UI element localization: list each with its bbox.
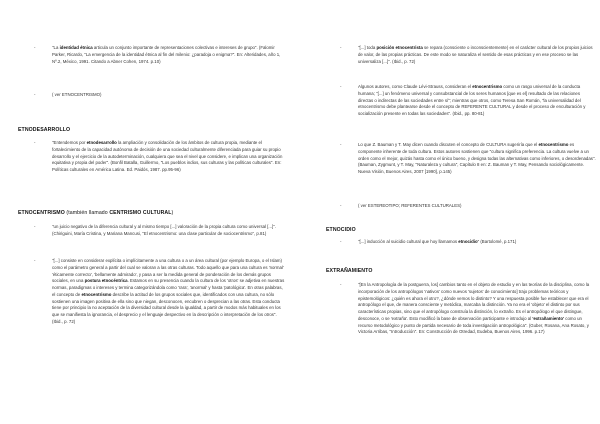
entry-etnodesarrollo: - "Entendemos por etnodesarrollo la ampliación y consolidación de los ámbitos de cultura propia, mediante el fortalecimiento de la capacidad autónoma de decisión de una sociedad culturalmente diferenciada para guiar su propio desarrollo y el ejercicio de la autodeterminación, cualquiera que sea el nivel que considere, e implican una organización equitativa y propia del poder". (Bonfil Batalla, Guillermo, "Los pueblos indios, sus culturas y las políticas culturales". En: Políticas culturales en América Latina. Ed. Paidós, 1987. pp.95-96) (34, 140, 283, 172)
left-column (0, 0, 290, 424)
entry-levi-strauss: - Algunos autores, como Claude Lévi-Strauss, consideran el etnocentrismo como un rasgo universal de la conducta humana; "[...] un fenómeno universal y consubstancial de los seres humanos [que es el] resultado de las relaciones directas o indirectas de las sociedades entre sí"; mientras que otros, como Teresa San Román, "la universalidad del etnocentrismo debe plantearse desde el concepto de REFERENTE CULTURAL y desde el proceso de enculturación y socialización presente en todas las sociedades". (Ibid., pp. 80-81) (340, 84, 586, 116)
heading-etnodesarrollo: ETNODESARROLLO (18, 127, 71, 133)
entry-bauman-may: - Lo que Z. Bauman y T. May dicen cuando discuten el concepto de CULTURA sugeriría que el etnocentrismo es componente inherente de toda cultura. Estos autores sostienen que "cultura significa preferencia. La cultura vuelve a un orden como el mejor, quizás hasta como el único bueno, y designa todas las alternativas como inferiores, o desordenadas". (Bauman, Zygmunt, y T. May, "Naturaleza y cultura", Capítulo 8 en: Z. Bauman y T. May, Pensando sociológicamente. Nueva Visión, Buenos Aires, 2007 [1990], p.145) (340, 142, 596, 174)
entry-consiste: - "[...] consiste en considerar explícita o implícitamente a una cultura o a un área cultural (por ejemplo Europa, o el Islam) como el parámetro general a partir del cual se valoran a las otras culturas. Todo aquello que para una cultura es 'normal' 'éticamente correcto', 'bellamente admirado', y pasa a ser la medida general de ponderación de los demás grupos sociales, en una postura etnocéntrica. Estamos en su presencia cuando la cultura de los 'otros' se adjetiva en nuestras normas, paradigmas o intereses y termina categorizándola como 'rara', 'anormal' y hasta 'patológica'. En otras palabras, el concepto de etnocentrismo describe la actitud de los grupos sociales que, identificados con una cultura, no sólo sostienen una imagen positiva de ella sino que niegan, desconocen, encubren o desprecian a las otras. Esta conducta tiene por principio la no aceptación de la diversidad cultural desde la igualdad, a partir de modos más habituales en los que se manifiesta la ignorancia, el desprecio y el lenguaje despectivo en la descripción o interpretación de los otros". (Ibid., p. 72) (34, 258, 285, 324)
right-column (303, 0, 600, 424)
entry-extranamiento: - "[En la Antropología de la postguerra, los] cambios tanto en el objeto de estudio y en las teorías de la disciplina, como la incorporación de los antropólogos 'nativos' como nuevos 'sujetos' de conocimiento] trajo problemas teóricos y epistemológicos: ¿quién es ahora el otro?, ¿dónde vemos lo distinto? Y una respuesta posible fue establecer que era el antropólogo el que, de manera consciente y metódica, marcaba la distinción. Ya no era el 'objeto' el distinto por sus características propias, sino que el antropólogo construía la distinción, lo extraño. Es el antropólogo el que distingue, desconoce, o se 'extraña'. Esto modificó la base de observación participante e introdujo al 'extrañamiento' como un recurso metodológico y punto de partida necesario de toda investigación antropológica". (Guber, Rosana, Ana Rosato, y Victoria Arribas, "Introducción". En: Construcción de Otredad, Eudeba, Buenos Aires, 1996. p.17) (340, 282, 590, 335)
entry-text: - "La identidad étnica articula un conjunto importante de representaciones colectivas e intereses de grupo". (Falomir Parker, Ricardo, "La emergencia de la identidad étnica al fin del milenio: ¿paradoja o enigma?". En: Alteridades, año 1, Nº.2, México, 1991. Citando a Abner Cohen, 1974. p.10) (34, 45, 281, 64)
entry-see-etnocentrismo: - ( ver ETNOCENTRISMO) (34, 92, 102, 97)
entry-etnocidio: - "[...] inducción al suicidio cultural que hoy llamamos etnocidio" (Bartolomé, p.171) (340, 239, 517, 244)
heading-etnocentrismo: ETNOCENTRISMO (también llamado CENTRISMO CULTURAL) (18, 210, 174, 216)
entry-juicio-negativo: - "un juicio negativo de la diferencia cultural y al mismo tiempo [...] valoración de la propia cultura como universal [...]". (Chiriguini, María Cristina, y Mariana Mancusi, "El etnocentrismo: una clase particular de sociocentrismo", p.81) (34, 224, 277, 236)
entry-identidad-etnica (0, 45, 287, 65)
entry-see-estereotipo: - ( ver ESTEREOTIPO; REFERENTES CULTURALES) (340, 203, 462, 208)
heading-extranamiento: EXTRAÑAMIENTO (326, 268, 373, 274)
entry-posicion-etnocentrista: - "[...] toda posición etnocentrista se repara (consciente o inconscientemente) en el carácter cultural de los propios juicios de valor, de las propias prácticas. De este modo se naturaliza el sentido de esas prácticas y en ese proceso se las universaliza [...]". (Ibid., p. 72) (340, 45, 593, 64)
heading-etnocidio: ETNOCIDIO (326, 227, 356, 233)
